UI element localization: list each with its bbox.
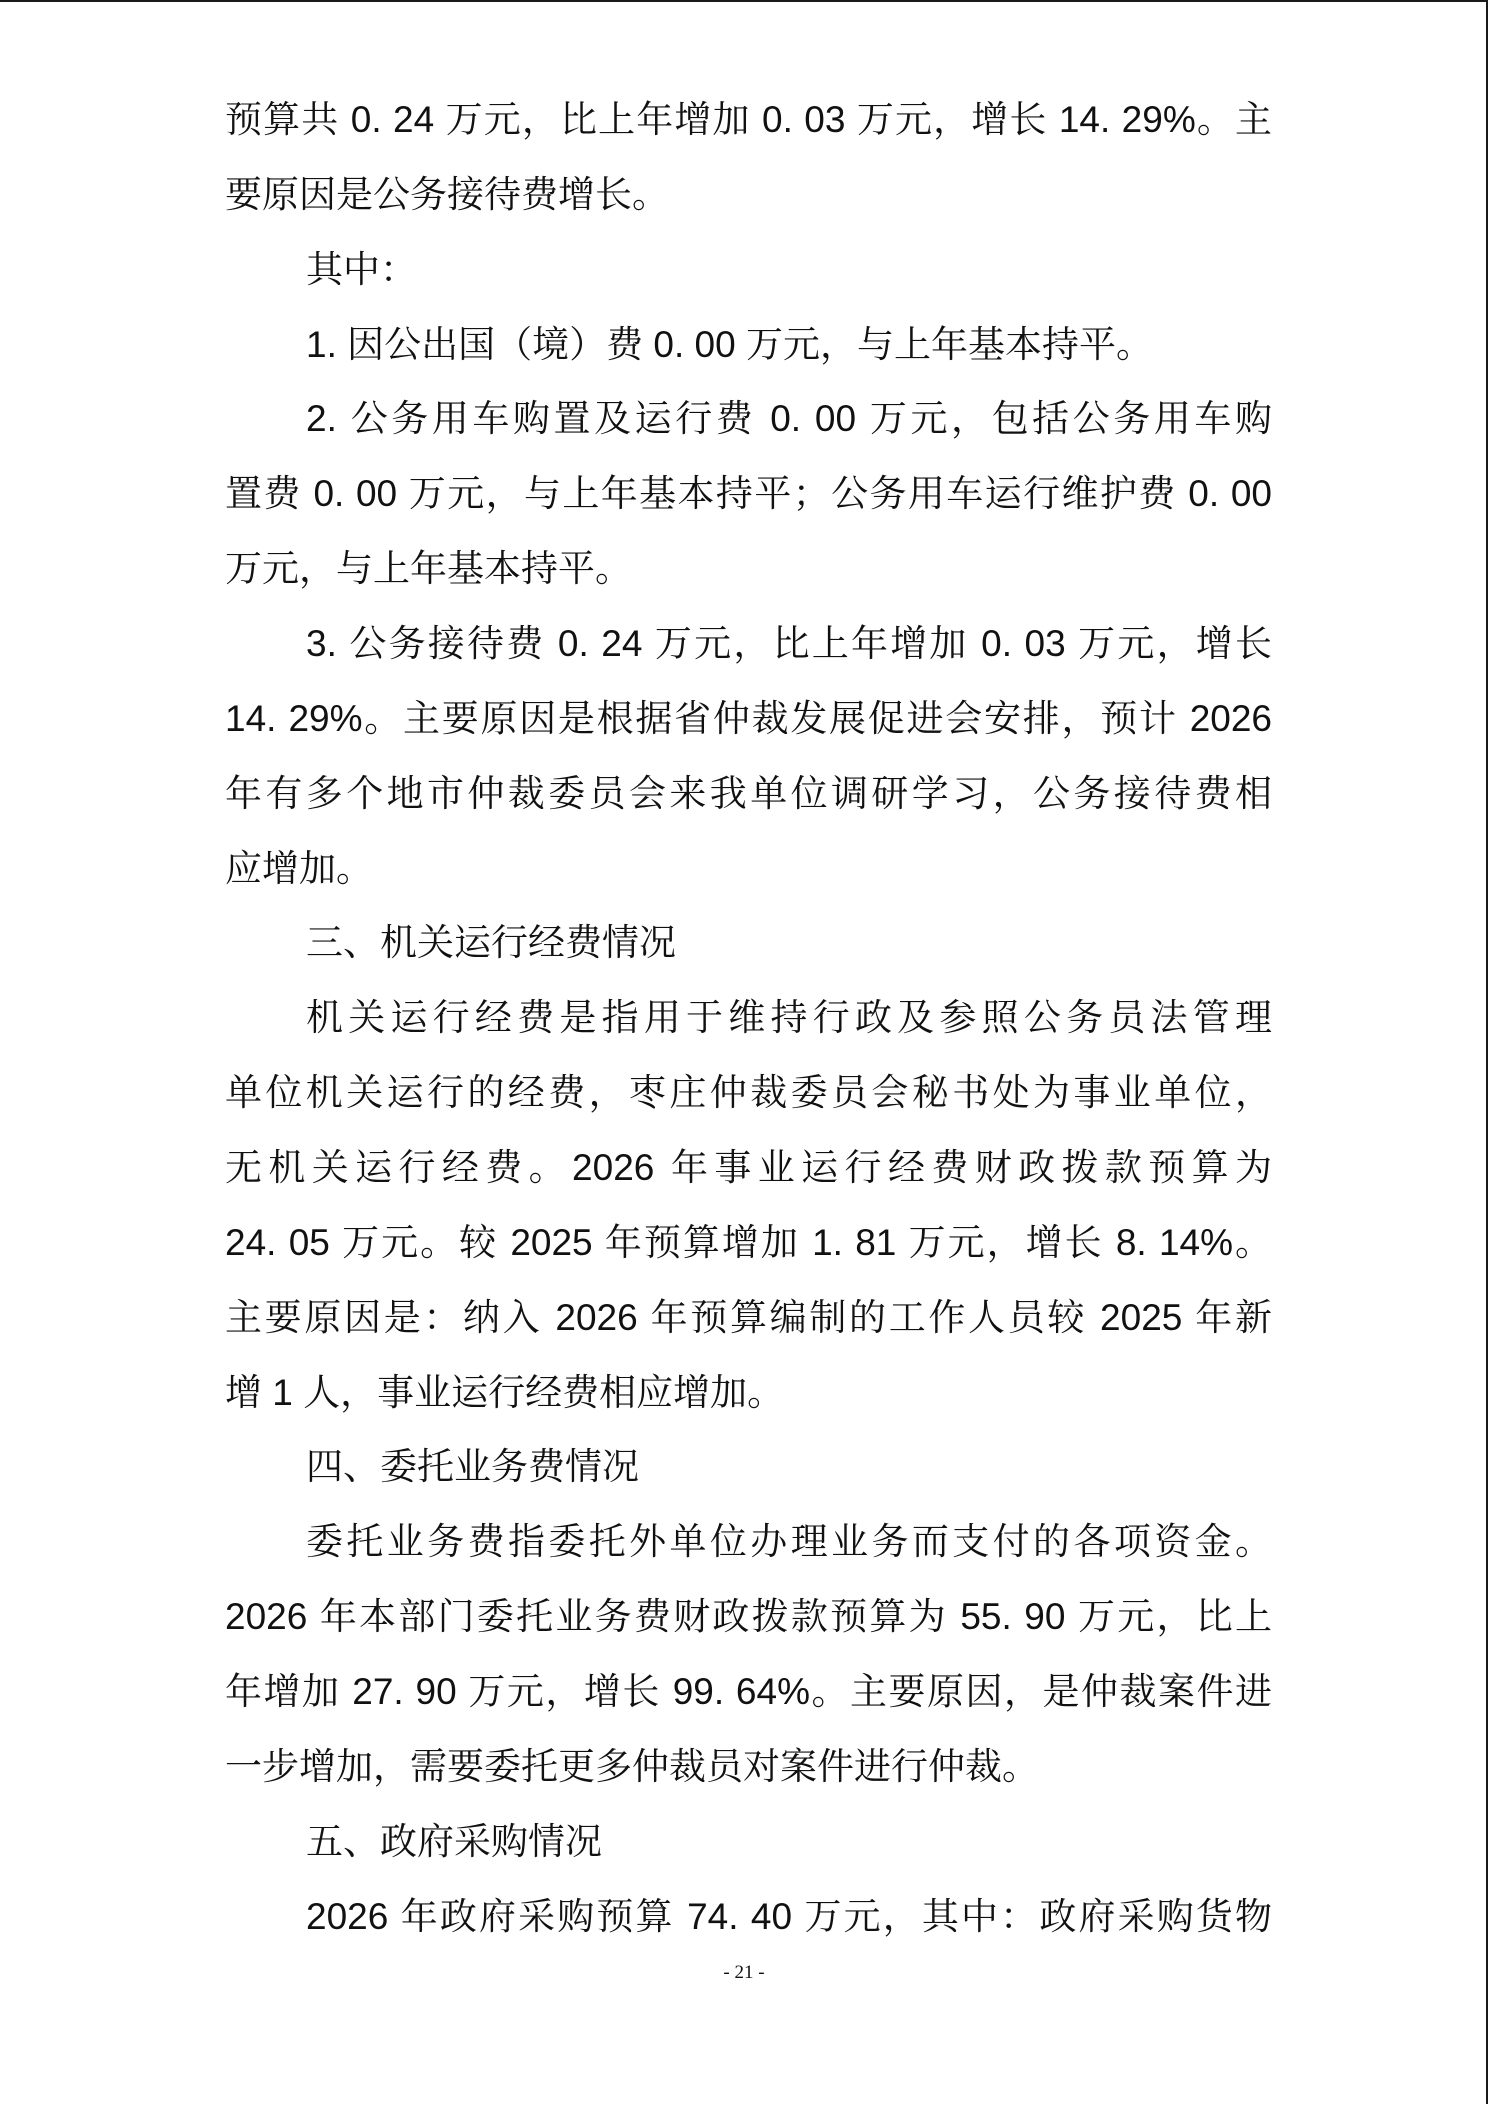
body-line: 机关运行经费是指用于维持行政及参照公务员法管理 <box>306 997 1272 1039</box>
body-line: 2. 公务用车购置及运行费 0. 00 万元，包括公务用车购 <box>306 398 1272 440</box>
body-line: 万元，与上年基本持平。 <box>225 548 632 590</box>
body-line: 年增加 27. 90 万元，增长 99. 64%。主要原因，是仲裁案件进 <box>225 1671 1272 1713</box>
body-line: 3. 公务接待费 0. 24 万元，比上年增加 0. 03 万元，增长 <box>306 623 1272 665</box>
list-item-overseas-travel <box>225 308 1272 383</box>
body-line: 2026 年政府采购预算 74. 40 万元，其中：政府采购货物 <box>306 1895 1272 1937</box>
body-line: 单位机关运行的经费，枣庄仲裁委员会秘书处为事业单位， <box>225 1072 1272 1114</box>
body-line: 年有多个地市仲裁委员会来我单位调研学习，公务接待费相 <box>225 772 1272 814</box>
body-line: 14. 29%。主要原因是根据省仲裁发展促进会安排，预计 2026 <box>225 697 1272 739</box>
list-item-official-vehicles <box>225 382 1272 607</box>
body-line: 置费 0. 00 万元，与上年基本持平；公务用车运行维护费 0. 00 <box>225 473 1272 515</box>
section-operating-expenses <box>225 906 1272 1430</box>
section-commissioned-services <box>225 1430 1272 1804</box>
body-line: 应增加。 <box>225 847 373 889</box>
page-number: - 21 - <box>723 1962 765 1983</box>
section-heading: 五、政府采购情况 <box>306 1820 602 1862</box>
body-line: 无机关运行经费。2026 年事业运行经费财政拨款预算为 <box>225 1147 1272 1189</box>
body-line: 一步增加，需要委托更多仲裁员对案件进行仲裁。 <box>225 1745 1039 1787</box>
body-line: 24. 05 万元。较 2025 年预算增加 1. 81 万元，增长 8. 14%。 <box>225 1221 1272 1263</box>
paragraph-among-which <box>225 233 1272 308</box>
body-line: 2026 年本部门委托业务费财政拨款预算为 55. 90 万元，比上 <box>225 1596 1272 1638</box>
body-line: 委托业务费指委托外单位办理业务而支付的各项资金。 <box>306 1521 1272 1563</box>
body-line: 预算共 0. 24 万元，比上年增加 0. 03 万元，增长 14. 29%。主 <box>225 99 1272 140</box>
document-body <box>225 83 1272 1954</box>
section-government-procurement <box>225 1805 1272 1955</box>
section-heading: 三、机关运行经费情况 <box>306 922 676 964</box>
body-line: 1. 因公出国（境）费 0. 00 万元，与上年基本持平。 <box>306 323 1153 365</box>
list-item-official-reception <box>225 607 1272 906</box>
section-heading: 四、委托业务费情况 <box>306 1446 639 1488</box>
body-line: 增 1 人，事业运行经费相应增加。 <box>225 1371 785 1413</box>
body-line: 主要原因是：纳入 2026 年预算编制的工作人员较 2025 年新 <box>225 1296 1272 1338</box>
body-line: 要原因是公务接待费增长。 <box>225 173 669 215</box>
paragraph-budget-summary <box>225 83 1272 233</box>
body-line: 其中： <box>306 248 417 290</box>
